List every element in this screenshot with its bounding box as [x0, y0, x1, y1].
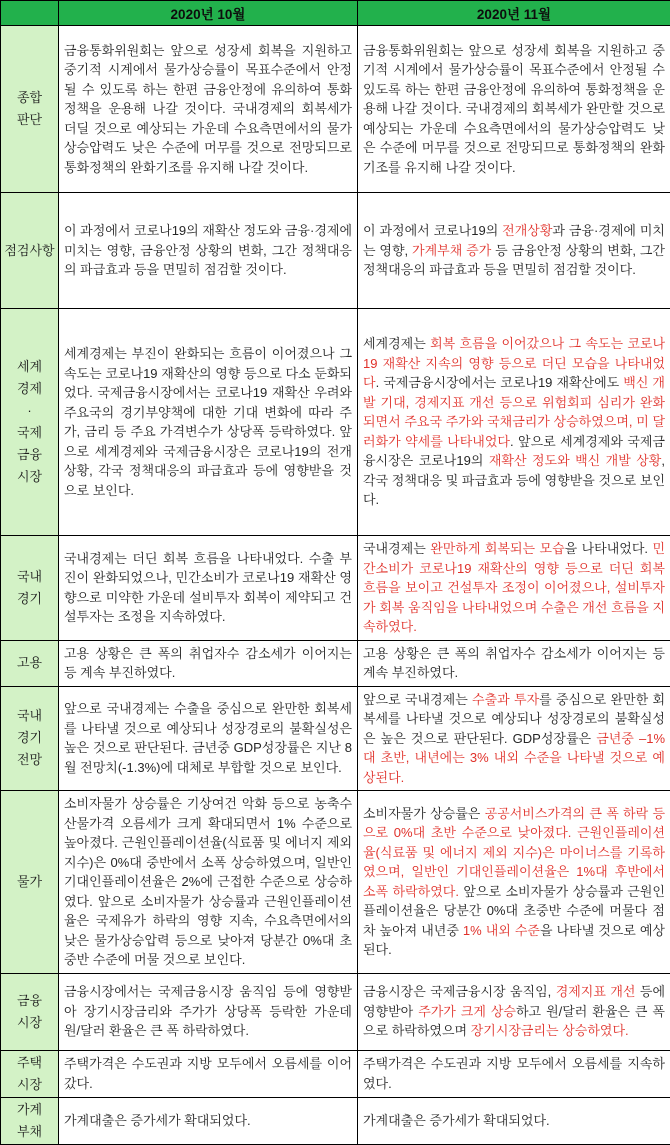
- table-row-domestic-economy-outlook: [1, 686, 670, 791]
- row-label-domestic-economy: [1, 536, 59, 641]
- table-row-prices: [1, 791, 670, 974]
- corner-header-cell: [1, 1, 59, 26]
- changed-text-segment: 민간소비가 코로나19 재확산의 영향 등으로 더딘 회복 흐름을 보이고 건설투자 조정이 이어졌으나, 설비투자가 회복 움직임을 나타내었으며 수출은 개선 흐름을 지속하였다.: [363, 541, 665, 634]
- text-segment: 이 과정에서 코로나19의: [363, 223, 502, 238]
- cell-domestic-economy-outlook-nov: [358, 686, 670, 791]
- cell-review-items-oct: [59, 193, 358, 309]
- text-segment: . 국제금융시장에서는 코로나19 재확산에도: [376, 375, 624, 390]
- changed-text-segment: 백신 개발 기대, 경제지표 개선 등으로 위험회피 심리가 완화되면서 주요국 주가와 국채금리가 상승하였으며, 미 달러화가 약세를 나타내었다: [363, 375, 665, 449]
- text-segment: 고용 상황은 큰 폭의 취업자수 감소세가 이어지는 등 계속 부진하였다.: [64, 646, 352, 681]
- row-label-line: 점검사항: [2, 240, 57, 262]
- changed-text-segment: 1% 내외 수준: [463, 923, 540, 938]
- changed-text-segment: 장기시장금리는 상승하였다.: [471, 1023, 629, 1038]
- text-segment: 금융시장은 국제금융시장 움직임,: [363, 984, 556, 999]
- table-row-world-economy-intl-financial-markets: [1, 309, 670, 536]
- cell-employment-nov: [358, 640, 670, 686]
- row-label-line: 전망: [2, 749, 57, 771]
- cell-prices-nov: [358, 791, 670, 974]
- row-label-line: 경기: [2, 588, 57, 610]
- cell-world-economy-intl-financial-markets-nov: [358, 309, 670, 536]
- text-segment: 세계경제는: [363, 336, 430, 351]
- row-label-prices: [1, 791, 59, 974]
- text-segment: 과 금융·경제에 미치는 영향,: [363, 223, 665, 258]
- text-segment: 금융통화위원회는 앞으로 성장세 회복을 지원하고 중기적 시계에서 물가상승률이 목표수준에서 안정될 수 있도록 하는 한편 금융안정에 유의하여 통화정책을 운용해 나갈 것이다. 국내경제의 회복세가 더딜 것으로 예상되는 가운데 수요측면에서의 물가상승압력도 낮은 수준에 머무를 것으로 전망되므로 통화정책의 완화기조를 유지해 나갈 것이다.: [64, 43, 352, 175]
- row-label-line: 판단: [2, 109, 57, 131]
- row-label-line: ·: [2, 400, 57, 422]
- row-label-line: 시장: [2, 1012, 57, 1034]
- row-label-line: 국내: [2, 705, 57, 727]
- table-row-employment: [1, 640, 670, 686]
- column-header-nov-2020: 2020년 11월: [358, 1, 670, 26]
- row-label-employment: [1, 640, 59, 686]
- row-label-line: 물가: [2, 871, 57, 893]
- row-label-line: 가계: [2, 1099, 57, 1121]
- text-segment: 고용 상황은 큰 폭의 취업자수 감소세가 이어지는 등 계속 부진하였다.: [363, 646, 665, 681]
- row-label-line: 금융: [2, 990, 57, 1012]
- text-segment: 앞으로 소비자물가 상승률과 근원인플레이션율은 당분간 0%대 초중반 수준에 머물다 점차 높아져 내년중: [363, 884, 665, 938]
- cell-employment-oct: [59, 640, 358, 686]
- cell-household-debt-nov: [358, 1097, 670, 1144]
- cell-domestic-economy-outlook-oct: [59, 686, 358, 791]
- cell-domestic-economy-oct: [59, 536, 358, 641]
- row-label-housing-market: [1, 1050, 59, 1097]
- text-segment: 등에 영향받아: [363, 984, 665, 1019]
- table-row-household-debt: [1, 1097, 670, 1144]
- row-label-overall-assessment: [1, 26, 59, 193]
- row-label-line: 세계: [2, 356, 57, 378]
- text-segment: 가계대출은 증가세가 확대되었다.: [363, 1113, 550, 1128]
- text-segment: 소비자물가 상승률은 기상여건 악화 등으로 농축수산물가격 오름세가 크게 확대되면서 1% 수준으로 높아졌다. 근원인플레이션율(식료품 및 에너지 제외 지수)은 0%대 중반에서 소폭 상승하였으며, 일반인 기대인플레이션율은 2%에 근접한 수준으로 상승하였다. 앞으로 소비자물가 상승률과 근원인플레이션율은 국제유가 하락의 영향 지속, 수요측면에서의 낮은 물가상승압력 등으로 낮아져 당분간 0%대 초중반 수준에 머물 것으로 보인다.: [64, 796, 352, 967]
- row-label-line: 국내: [2, 566, 57, 588]
- cell-financial-markets-nov: [358, 973, 670, 1050]
- changed-text-segment: 금년중 –1%대 초반, 내년에는 3% 내외 수준을 나타낼 것으로 예상된다.: [363, 731, 665, 785]
- header-row: [1, 1, 670, 26]
- changed-text-segment: 주가가 크게 상승: [418, 1004, 516, 1019]
- row-label-line: 부채: [2, 1121, 57, 1143]
- text-segment: 가계대출은 증가세가 확대되었다.: [64, 1113, 251, 1128]
- table-row-review-items: [1, 193, 670, 309]
- table-row-financial-markets: [1, 973, 670, 1050]
- table-row-overall-assessment: [1, 26, 670, 193]
- row-label-line: 종합: [2, 87, 57, 109]
- column-header-oct-2020: 2020년 10월: [59, 1, 358, 26]
- cell-overall-assessment-oct: [59, 26, 358, 193]
- text-segment: 앞으로 국내경제는: [363, 692, 472, 707]
- row-label-world-economy-intl-financial-markets: [1, 309, 59, 536]
- text-segment: 등 금융안정 상황의 변화, 그간 정책대응의 파급효과 등을 면밀히 점검할 것이다.: [363, 243, 665, 278]
- text-segment: 앞으로 국내경제는 수출을 중심으로 완만한 회복세를 나타낼 것으로 예상되나 성장경로의 불확실성은 높은 것으로 판단된다. 금년중 GDP성장률은 지난 8월 전망치(-1.3%)에 대체로 부합할 것으로 보인다.: [64, 701, 352, 775]
- text-segment: 소비자물가 상승률은: [363, 806, 485, 821]
- cell-household-debt-oct: [59, 1097, 358, 1144]
- row-label-financial-markets: [1, 973, 59, 1050]
- row-label-line: 시장: [2, 466, 57, 488]
- cell-prices-oct: [59, 791, 358, 974]
- text-segment: 이 과정에서 코로나19의 재확산 정도와 금융·경제에 미치는 영향, 금융안정 상황의 변화, 그간 정책대응의 파급효과 등을 면밀히 점검할 것이다.: [64, 223, 352, 277]
- text-segment: 주택가격은 수도권과 지방 모두에서 오름세를 이어갔다.: [64, 1056, 352, 1091]
- text-segment: 국내경제는: [363, 541, 430, 556]
- changed-text-segment: 공공서비스가격의 큰 폭 하락 등으로 0%대 초반 수준으로 낮아졌다. 근원인플레이션율(식료품 및 에너지 제외 지수)은 마이너스를 기록하였으며, 일반인 기대인플레이션율은 1%대 후반에서 소폭 하락하였다.: [363, 806, 665, 899]
- table-body: [1, 26, 670, 1145]
- text-segment: , 각국 정책대응 및 파급효과 등에 영향받을 것으로 보인다.: [363, 453, 665, 507]
- table-row-housing-market: [1, 1050, 670, 1097]
- cell-overall-assessment-nov: [358, 26, 670, 193]
- text-segment: 금융시장에서는 국제금융시장 움직임 등에 영향받아 장기시장금리와 주가가 상당폭 등락한 가운데 원/달러 환율은 큰 폭 하락하였다.: [64, 984, 352, 1038]
- changed-text-segment: 가계부채 증가: [412, 243, 491, 258]
- row-label-line: 주택: [2, 1052, 57, 1074]
- changed-text-segment: 전개상황: [502, 223, 552, 238]
- text-segment: 을 나타낼 것으로 예상된다.: [363, 923, 665, 958]
- text-segment: 국내경제는 더딘 회복 흐름을 나타내었다. 수출 부진이 완화되었으나, 민간소비가 코로나19 재확산 영향으로 미약한 가운데 설비투자 회복이 제약되고 건설투자는 조정을 지속하였다.: [64, 551, 352, 625]
- row-label-line: 경제: [2, 378, 57, 400]
- changed-text-segment: 재확산 정도와 백신 개발 상황: [489, 453, 662, 468]
- changed-text-segment: 수출과 투자: [472, 692, 539, 707]
- text-segment: 금융통화위원회는 앞으로 성장세 회복을 지원하고 중기적 시계에서 물가상승률이 목표수준에서 안정될 수 있도록 하는 한편 금융안정에 유의하여 통화정책을 운용해 나갈 것이다. 국내경제의 회복세가 완만할 것으로 예상되는 가운데 수요측면에서의 물가상승압력도 낮은 수준에 머무를 것으로 전망되므로 통화정책의 완화기조를 유지해 나갈 것이다.: [363, 43, 665, 175]
- row-label-line: 금융: [2, 444, 57, 466]
- cell-financial-markets-oct: [59, 973, 358, 1050]
- row-label-domestic-economy-outlook: [1, 686, 59, 791]
- row-label-line: 국제: [2, 422, 57, 444]
- text-segment: 하고 원/달러 환율은 큰 폭으로 하락하였으며: [363, 1004, 665, 1039]
- text-segment: . 앞으로 세계경제와 국제금융시장은 코로나19의: [363, 434, 665, 469]
- text-segment: 를 중심으로 완만한 회복세를 나타낼 것으로 예상되나 성장경로의 불확실성은 높은 것으로 판단된다. GDP성장률은: [363, 692, 665, 746]
- changed-text-segment: 회복 흐름을 이어갔으나 그 속도는 코로나19 재확산 지속의 영향 등으로 더딘 모습을 나타내었다: [363, 336, 665, 390]
- row-label-line: 시장: [2, 1074, 57, 1096]
- text-segment: 세계경제는 부진이 완화되는 흐름이 이어졌으나 그 속도는 코로나19 재확산의 영향 등으로 다소 둔화되었다. 국제금융시장에서는 코로나19 재확산 우려와 주요국의 경기부양책에 대한 기대 변화에 따라 주가, 금리 등 주요 가격변수가 상당폭 등락하였다. 앞으로 세계경제와 국제금융시장은 코로나19의 전개 상황, 각국 정책대응의 파급효과 등에 영향받을 것으로 보인다.: [64, 346, 352, 498]
- row-label-line: 고용: [2, 652, 57, 674]
- cell-housing-market-oct: [59, 1050, 358, 1097]
- cell-domestic-economy-nov: [358, 536, 670, 641]
- changed-text-segment: 완만하게 회복되는 모습: [430, 541, 564, 556]
- cell-housing-market-nov: [358, 1050, 670, 1097]
- row-label-line: 경기: [2, 727, 57, 749]
- table-row-domestic-economy: [1, 536, 670, 641]
- text-segment: 주택가격은 수도권과 지방 모두에서 오름세를 지속하였다.: [363, 1056, 665, 1091]
- text-segment: 을 나타내었다.: [565, 541, 653, 556]
- cell-review-items-nov: [358, 193, 670, 309]
- cell-world-economy-intl-financial-markets-oct: [59, 309, 358, 536]
- row-label-household-debt: [1, 1097, 59, 1144]
- changed-text-segment: 경제지표 개선: [556, 984, 636, 999]
- row-label-review-items: [1, 193, 59, 309]
